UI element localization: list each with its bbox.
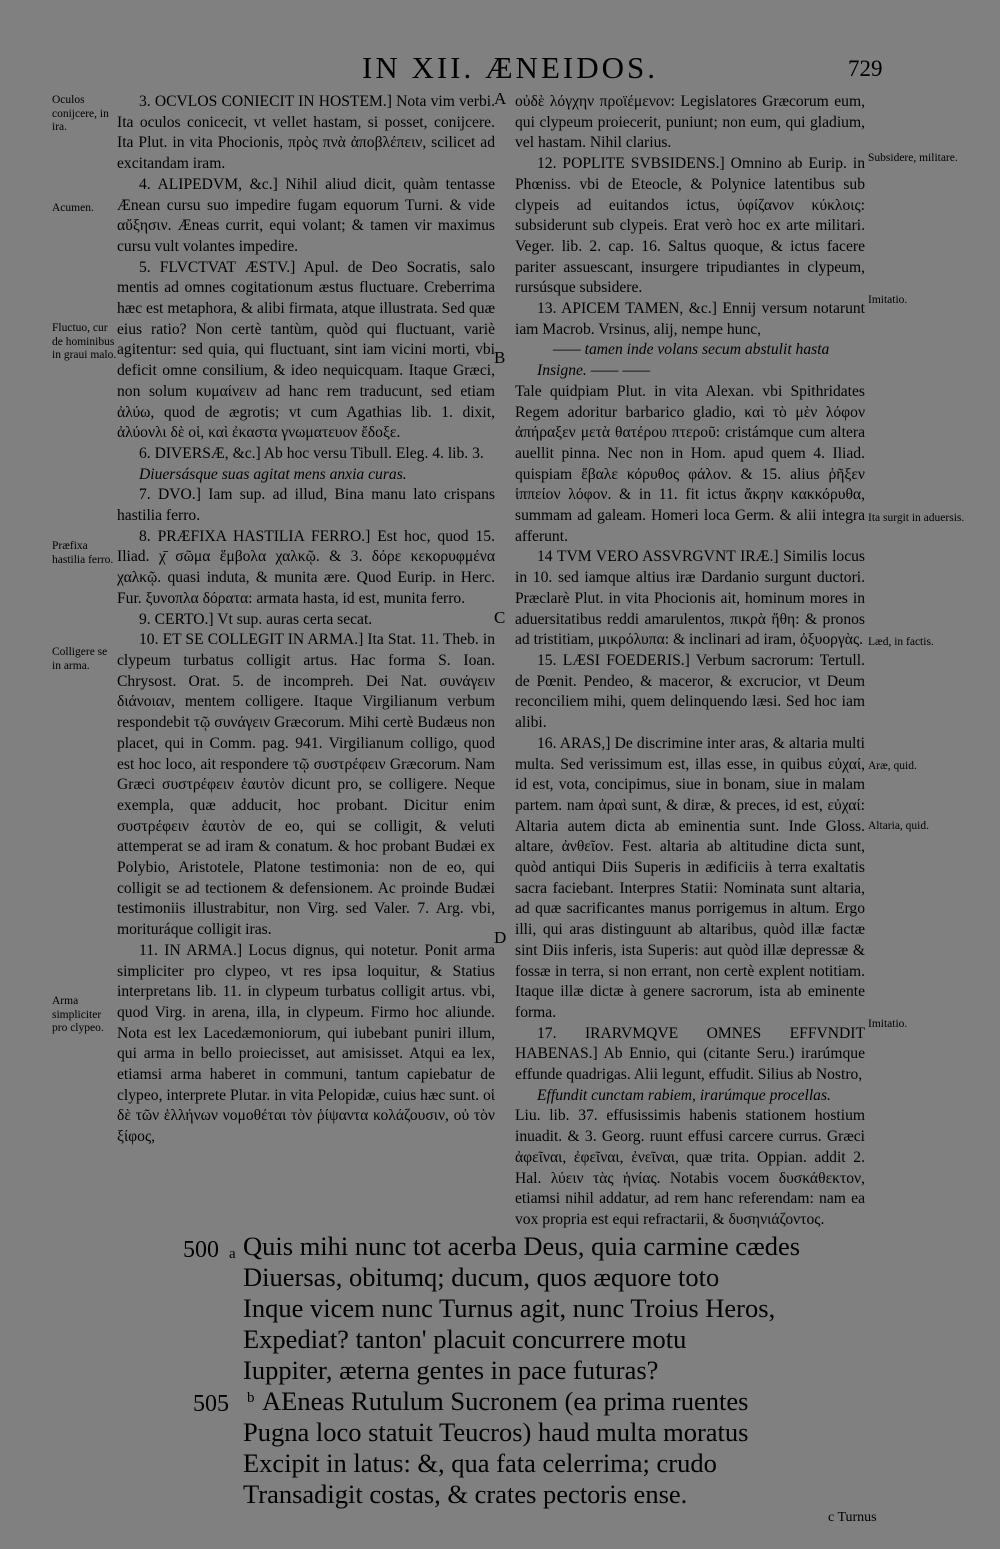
catchword: c Turnus [828,1510,877,1525]
commentary-note: 14 TVM VERO ASSVRGVNT IRÆ.] Similis locus in 10. sed iamque altius iræ Dardanio surgunt ductori. Præclarè Plut. in vita Phocionis ait, hominum mores in aduersitatibus reddi amarulentos, πικρὰ ἤθη: & pronos ad tristitiam, μικρόλυπα: & inclinari ad iram, ὀξυοργὰς. [515,548,865,649]
commentary-note: Tale quidpiam Plut. in vita Alexan. vbi Spithridates Regem adoritur barbarico gladio, καὶ τὸ μὲν λόφον ἀπήραξεν μετὰ θατέρου πτεροῦ: cristámque cum altera auellit pinna. Nec non in Hom. apud quem 4. Iliad. quispiam ἔβαλε κόρυθος φάλον. & 15. alius ῥῆξεν ἱππείον λόφον. & in 11. fit ictus ἄκρην κακκόρυθα, summam ad galeam. Homeri loca Germ. & alii integra afferunt. [515,382,865,545]
commentary-note: 3. OCVLOS CONIECIT IN HOSTEM.] Nota vim verbi. Ita oculos conicecit, vt vellet hastam, si posset, conijcere. Ita Plut. in vita Phocionis, πρὸς πνὰ ἀποβλέπειν, scilicet ad excitandam iram. [117,93,495,173]
commentary-note: 10. ET SE COLLEGIT IN ARMA.] Ita Stat. 11. Theb. in clypeum turbatus colligit artus. Hac forma S. Ioan. Chrysost. Orat. 5. de incompreh. Dei Nat. συνάγειν διάνοιαν, mentem colligere. Itaque Virgilianum verbum respondebit τῷ συνάγειν Græcorum. Mihi certè Budæus non placet, qui in Comm. pag. 941. Virgilianum colligo, quod est hoc loco, ait respondere τῷ συστρέφειν Græcorum. Nam Græci συστρέφειν ἑαυτὸν dicunt pro, se colligere. Neque exempla, quæ adducit, hoc probant. Dicitur enim συστρέφειν ἑαυτὸν de eo, qui se colligit, & veluti attemperat se ad iram & conatum. & hoc probant Budæi ex Polybio, Aristotele, Platone testimonia: non de eo, qui colligit se ad tectionem & defensionem. Ac proinde Budæi testimoniis illustrabitur, non Virg. sed Valer. 7. Arg. vbi, morituráque colligit iras. [117,631,495,939]
running-title: IN XII. ÆNEIDOS. [362,50,658,85]
commentary-note: 17. IRARVMQVE OMNES EFFVNDIT HABENAS.] Ab Ennio, qui (citante Seru.) irarúmque effunde quadrigas. Alii legunt, effudit. Silius ab Nostro, [515,1024,865,1084]
left-margin-note: Arma simpliciter pro clypeo. [52,995,104,1034]
commentary-left-column [117,92,495,1148]
right-margin-note: Aræ, quid. [868,760,917,772]
commentary-note: 13. APICEM TAMEN, &c.] Ennij versum notarunt iam Macrob. Vrsinus, alij, nempe hunc, [515,300,865,338]
right-margin-note: Imitatio. [868,294,908,306]
line-number: 500 [183,1237,219,1263]
right-margin-note: Imitatio. [868,1018,908,1030]
section-letter-a: A [494,89,507,108]
quoted-verse: Insigne. —— —— [537,362,651,380]
right-margin-note: Subsidere, militare. [868,152,958,164]
commentary-note: 11. IN ARMA.] Locus dignus, qui notetur. Ponit arma simpliciter pro clypeo, vt res ipsa loquitur, & Statius interpretans lib. 11. in clypeum turbatus colligit artus. vbi, quod Virg. in arena, illa, in clypeum. Firmo hoc aliunde. Nota est lex Lacedæmoniorum, qui iubebant puniri illum, qui arma in bello proiecisset, aut amisisset. Atqui ea lex, etiamsi arma haberet in communi, tantum capiebatur de clypeo, interprete Plutar. in vita Pelopidæ, cuius hæc sunt. οἱ δὲ τῶν ἑλλήνων νομοθέται τὸν ῥίψαντα κολάζουσιν, οὐ τὸν ξίφος, [117,941,495,1146]
commentary-note: 16. ARAS,] De discrimine inter aras, & altaria multi multa. Sed verissimum est, illas esse, in quibus εὐχαί, id est, vota, concipimus, siue in bonam, siue in malam partem. nam ἀραὶ sunt, & diræ, & preces, id est, εὐχαί: Altaria autem dicta ab eminentia sunt. Inde Gloss. altare, ἀνθεῖον. Fest. altaria ab altitudine dicta sunt, quòd antiqui Diis Superis in ædificiis à terra exaltatis sacra faciebant. Interpres Statii: Nominata sunt altaria, ad quæ sacrificantes manus porrigemus in altum. Ergo illi, qui aras distinguunt ab altaribus, quòd illæ factæ sint Diis inferis, ista Superis: aut quòd illæ depressæ & fossæ in terra, si non errant, non certè explent notitiam. Itaque illæ dictæ à genere sacrorum, ista ab eminente forma. [515,734,865,1021]
right-margin-note: Altaria, quid. [868,820,929,832]
poem-line: Diuersas, obitumq; ducum, quos æquore toto [243,1262,720,1292]
poem-line: Iuppiter, æterna gentes in pace futuras? [243,1355,659,1385]
section-letter-c: C [494,608,506,627]
page-header [0,50,1000,90]
left-margin-note: Præfixa hastilia ferro. [52,540,114,566]
right-margin-note: Læd, in factis. [868,636,934,648]
page-number: 729 [848,56,883,81]
commentary-note: 4. ALIPEDVM, &c.] Nihil aliud dicit, quàm tentasse Ænean cursu suo impedire fugam equorum Turni. & vide αὔξησιν. Æneas currit, equi volant; & tamen vir maximus cursu vult volantes impedire. [117,175,495,255]
quoted-verse: Effundit cunctam rabiem, irarúmque procellas. [537,1086,831,1104]
footnote-letter: b [247,1390,255,1406]
commentary-note: 7. DVO.] Iam sup. ad illud, Bina manu lato crispans hastilia ferro. [117,486,495,525]
quoted-verse: Diuersásque suas agitat mens anxia curas. [139,465,407,483]
poem-line: Expediat? tanton' placuit concurrere motu [243,1324,687,1354]
section-letter-b: B [494,348,506,367]
left-margin-note: Oculos conijcere, in ira. [52,94,109,133]
quoted-verse: —— tamen inde volans secum abstulit hasta [553,341,830,359]
commentary-note: 12. POPLITE SVBSIDENS.] Omnino ab Eurip. in Phœniss. vbi de Eteocle, & Polynice latentibus sub clypeis ad euitandos ictus, ὑφίζανον κύκλοις: subsiderunt sub clypeis. Erat verò hoc ex arte militari. Veger. lib. 2. cap. 16. Saltus quoque, & ictus facere pariter assuescant, insurgere tripudiantes in clypeum, rursúsque subsidere. [515,155,865,297]
poem-line: Excipit in latus: &, qua fata celerrima; crudo [243,1448,717,1478]
poem-line: Quis mihi nunc tot acerba Deus, quia carmine cædes [243,1231,801,1261]
commentary-note: οὐδὲ λόγχην προϊέμενον: Legislatores Græcorum eum, qui clypeum proiecerit, puniunt; non eum, qui gladium, vel hastam. Nihil clarius. [515,93,865,152]
commentary-note: Liu. lib. 37. effusissimis habenis stationem hostium inuadit. & 3. Georg. ruunt effusi carcere currus. Græci ἀφεῖναι, ἐφεῖναι, ἐνεῖναι, quæ trita. Oppian. addit 2. Hal. λύειν τὰς ἡνίας. Notabis vocem δυσκάθεκτον, etiamsi nihil addatur, ad rem hanc referendam: nam ea vox propria est equi refractarii, & δυσηνιάζοντος. [515,1107,865,1228]
left-margin-note: Acumen. [52,202,94,214]
section-letter-d: D [494,928,507,947]
left-margin-note: Fluctuo, cur de hominibus in graui malo. [52,322,117,361]
left-margin-note: Colligere se in arma. [52,646,108,672]
poem-line: Inque vicem nunc Turnus agit, nunc Troius Heros, [243,1293,776,1323]
line-number: 505 [193,1391,229,1417]
commentary-note: 6. DIVERSÆ, &c.] Ab hoc versu Tibull. Eleg. 4. lib. 3. [139,444,484,462]
commentary-note: 5. FLVCTVAT ÆSTV.] Apul. de Deo Socratis, salo mentis ad omnes cogitationum æstus fluctuare. Creberrima hæc est metaphora, & alibi firmata, atque illustrata. Sed quæ eius ratio? Non certè tantùm, quòd qui fluctuant, variè agitentur: sed quia, qui fluctuant, sint iam vicini morti, vbi deficit omne consilium, & ideo nequicquam. Itaque Græci, non solum κυμαίνειν ad hanc rem traducunt, sed etiam ἀλύω, quod de ægrotis; vt cum Agathias lib. 1. dixit, ἀλύονλι δὲ οἱ, καὶ ἐκαστα γνωματευον ἔδοξε. [117,258,495,442]
poem-line: Transadigit costas, & crates pectoris ense. [243,1479,688,1509]
commentary-right-column [515,92,865,1231]
commentary-note: 8. PRÆFIXA HASTILIA FERRO.] Est hoc, quod 15. Iliad. χ̄ σῶμα ἕμβολα χαλκῷ. & 3. δόρε κεκορυφμένα χαλκῷ. quasi induta, & munita ære. Quod Eurip. in Herc. Fur. ξυνοπλα δόρατα: armata hasta, id est, munita ferro. [117,527,495,607]
footnote-letter: a [229,1246,236,1262]
right-margin-note: Ita surgit in aduersis. [868,512,965,524]
poem-line: AEneas Rutulum Sucronem (ea prima ruentes [262,1386,749,1416]
commentary-note: 15. LÆSI FOEDERIS.] Verbum sacrorum: Tertull. de Pœnit. Pendeo, & maceror, & excrucior, vt Deum reconciliem mihi, quem delinquendo læsi. Sed hoc iam alibi. [515,651,865,732]
commentary-note: 9. CERTO.] Vt sup. auras certa secat. [139,610,373,628]
poem-line: Pugna loco statuit Teucros) haud multa moratus [243,1417,749,1447]
